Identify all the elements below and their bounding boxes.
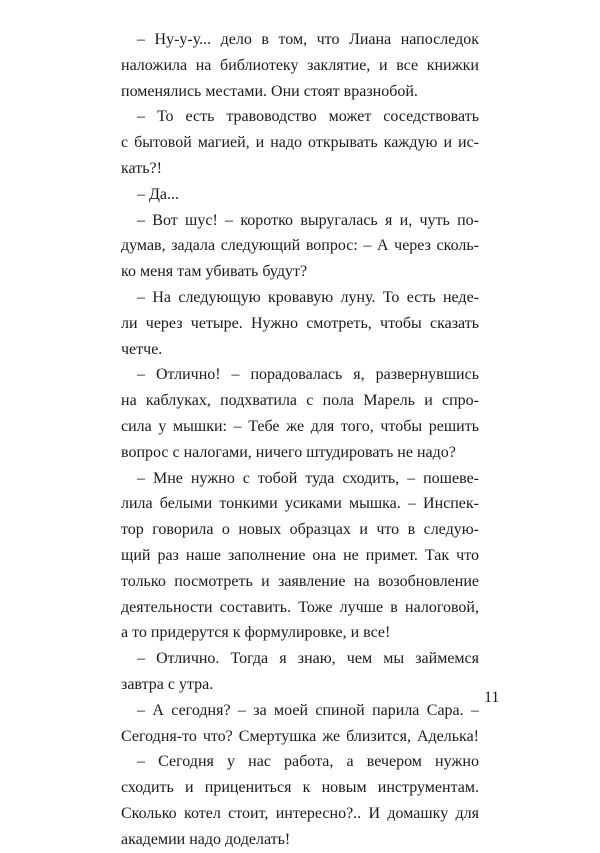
text-line: Сколько котел стоит, интересно?.. И домашку для	[121, 804, 479, 822]
text-line: – Сегодня у нас работа, а вечером нужно	[137, 753, 479, 771]
text-line: деятельности составить. Тоже лучше в налоговой,	[121, 598, 479, 616]
page-number: 11	[484, 689, 500, 706]
body-text	[121, 27, 479, 853]
text-line: наложила на библиотеку заклятие, и все книжки	[121, 56, 479, 74]
text-line: тор говорила о новых образцах и что в следую-	[121, 521, 479, 539]
text-line: – А сегодня? – за моей спиной парила Сара. –	[137, 701, 479, 719]
text-line: сходить и прицениться к новым инструментам.	[121, 779, 479, 797]
text-line: только посмотреть и заявление на возобновление	[121, 572, 479, 590]
text-line: академии надо доделать!	[121, 830, 291, 848]
text-line: на каблуках, подхватила с пола Марель и спро-	[121, 392, 479, 410]
text-line: лила белыми тонкими усиками мышка. – Инспек-	[121, 495, 479, 513]
text-line: – Отлично. Тогда я знаю, чем мы займемся	[137, 650, 479, 668]
text-line: щий раз наше заполнение она не примет. Так что	[121, 546, 479, 564]
text-line: четче.	[121, 340, 163, 358]
text-line: – Вот шус! – коротко выругалась я и, чуть по-	[137, 211, 479, 229]
text-line: – Мне нужно с тобой туда сходить, – пошеве-	[137, 469, 479, 487]
text-line: думав, задала следующий вопрос: – А через сколь-	[121, 237, 479, 255]
text-line: а то придерутся к формулировке, и все!	[121, 624, 391, 642]
text-line: Сегодня-то что? Смертушка же близится, Аделька!	[121, 727, 479, 745]
text-line: кать?!	[121, 159, 162, 177]
text-line: – Да...	[137, 185, 180, 203]
text-line: – На следующую кровавую луну. То есть неде-	[137, 288, 479, 306]
text-line: завтра с утра.	[121, 675, 214, 693]
text-line: ко меня там убивать будут?	[121, 263, 308, 281]
text-line: сила у мышки: – Тебе же для того, чтобы решить	[121, 417, 479, 435]
text-line: – Ну-у-у... дело в том, что Лиана напоследок	[137, 31, 479, 48]
text-line: – Отлично! – порадовалась я, развернувшись	[137, 366, 479, 384]
text-line: – То есть травоводство может соседствовать	[137, 108, 479, 126]
text-line: поменялись местами. Они стоят вразнобой.	[121, 82, 418, 100]
text-line: с бытовой магией, и надо открывать каждую и ис-	[121, 134, 479, 152]
text-line: ли через четыре. Нужно смотреть, чтобы сказать	[121, 314, 479, 332]
text-line: вопрос с налогами, ничего штудировать не надо?	[121, 443, 456, 461]
